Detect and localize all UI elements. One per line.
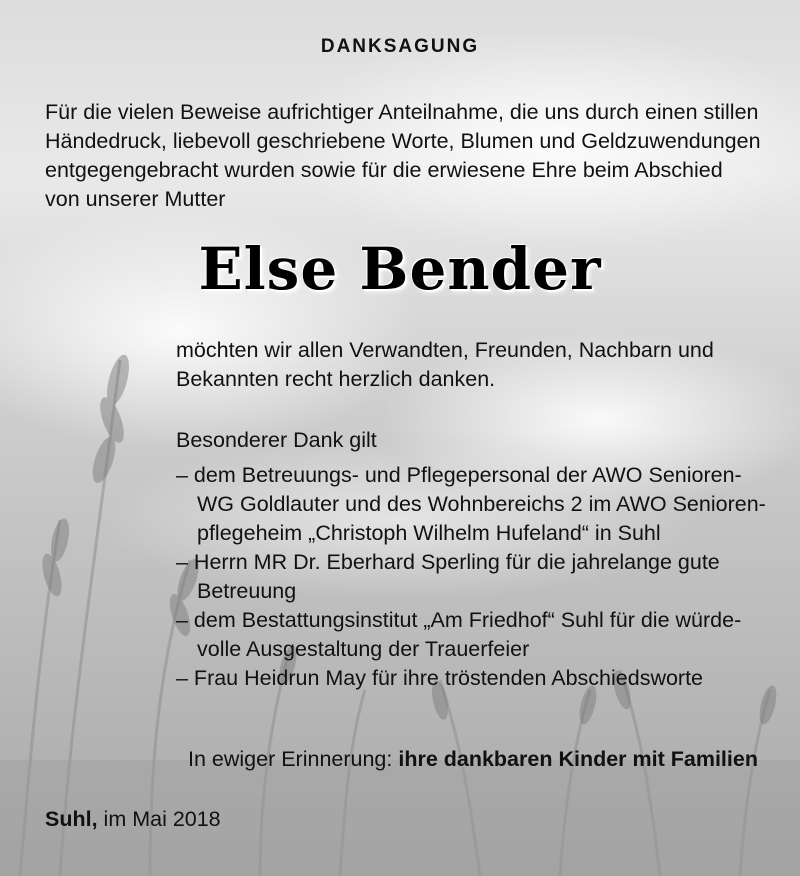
list-line: Betreuung: [197, 579, 297, 603]
thanks-line: möchten wir allen Verwandten, Freunden, Nachbarn und: [176, 338, 714, 362]
list-line: – dem Bestattungsinstitut „Am Friedhof“ Suhl für die würde-: [176, 608, 742, 632]
date: im Mai 2018: [97, 807, 221, 831]
place: Suhl,: [45, 807, 98, 831]
list-line: – dem Betreuungs- und Pflegepersonal der AWO Senioren-: [176, 463, 742, 487]
memory-signers: ihre dankbaren Kinder mit Familien: [398, 747, 758, 771]
list-line: – Frau Heidrun May für ihre tröstenden Abschiedsworte: [176, 666, 704, 690]
intro-line: Händedruck, liebevoll geschriebene Worte, Blumen und Geldzuwendungen: [45, 129, 761, 153]
heading: DANKSAGUNG: [320, 36, 480, 57]
place-date: [45, 805, 221, 834]
intro-line: von unserer Mutter: [45, 187, 226, 211]
special-thanks-heading: Besonderer Dank gilt: [176, 428, 377, 452]
memory-prefix: In ewiger Erinnerung:: [188, 747, 399, 771]
thanks-paragraph: [176, 336, 756, 394]
thanks-line: Bekannten recht herzlich danken.: [176, 367, 496, 391]
intro-paragraph: [45, 98, 765, 214]
intro-line: entgegengebracht wurden sowie für die erwiesene Ehre beim Abschied: [45, 158, 723, 182]
deceased-name: Else Bender: [198, 235, 602, 303]
list-line: volle Ausgestaltung der Trauerfeier: [197, 637, 530, 661]
list-line: – Herrn MR Dr. Eberhard Sperling für die jahrelange gute: [176, 550, 720, 574]
thanks-list: [176, 461, 766, 693]
list-line: WG Goldlauter und des Wohnbereichs 2 im AWO Senioren-: [197, 492, 766, 516]
intro-line: Für die vielen Beweise aufrichtiger Anteilnahme, die uns durch einen stillen: [45, 100, 759, 124]
list-line: pflegeheim „Christoph Wilhelm Hufeland“ in Suhl: [197, 521, 661, 545]
memory-line: [188, 745, 758, 774]
